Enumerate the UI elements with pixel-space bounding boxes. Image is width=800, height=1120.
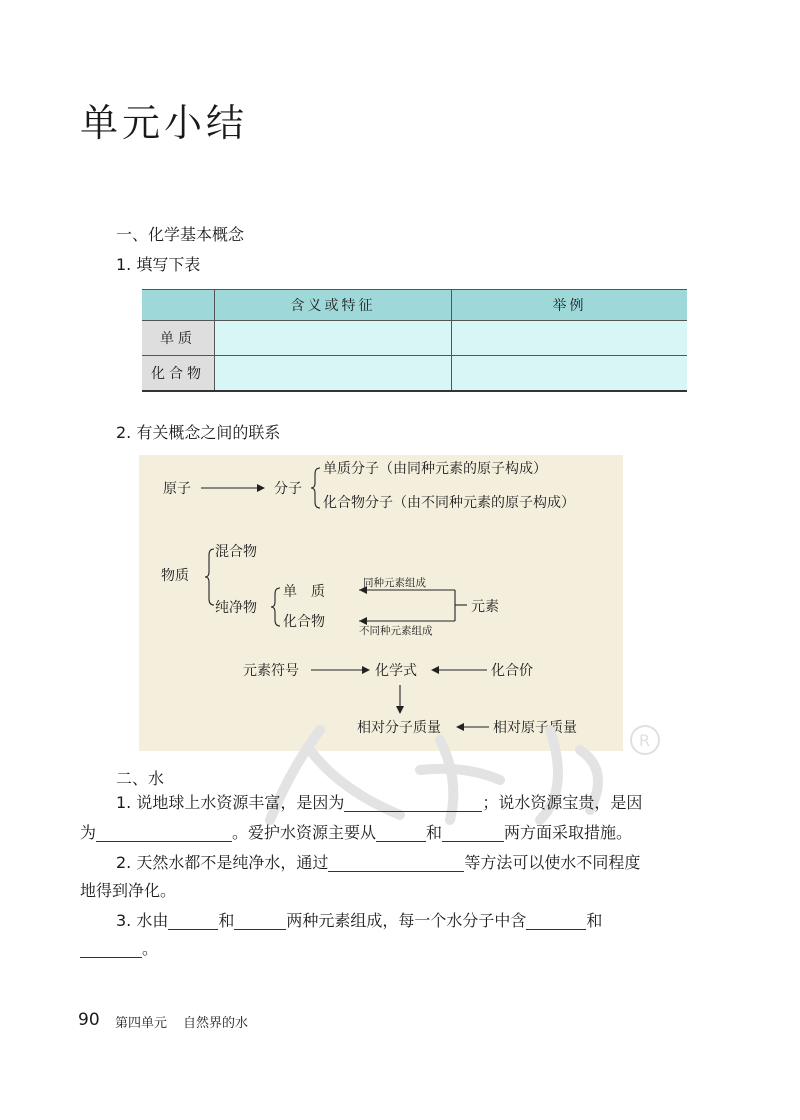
node-rel-molecular-mass: 相对分子质量 [357,720,441,736]
svg-text:R: R [639,731,651,750]
node-rel-atomic-mass: 相对原子质量 [493,720,577,736]
node-comp-molecule: 化合物分子（由不同种元素的原子构成） [323,495,575,511]
footer-unit: 第四单元 [115,1016,168,1031]
table-cell-blank[interactable] [215,356,452,392]
node-pure: 纯净物 [215,600,257,616]
blank-field[interactable] [234,911,286,930]
page-title: 单元小结 [80,101,249,145]
table-header-meaning: 含义或特征 [215,290,452,321]
blank-field[interactable] [328,853,464,872]
brace-matter [205,549,214,605]
node-compound: 化合物 [283,614,325,630]
brace-molecule [311,468,320,508]
blank-field[interactable] [442,823,504,842]
label-same-element: 同种元素组成 [363,577,426,589]
node-element: 元素 [471,599,499,615]
node-symbol: 元素符号 [243,663,299,679]
table-cell-blank[interactable] [452,321,688,356]
node-molecule: 分子 [274,481,302,497]
q1-text-d: 。爱护水资源主要从 [232,823,377,842]
table-cell-blank[interactable] [215,321,452,356]
blank-field[interactable] [526,911,586,930]
node-mixture: 混合物 [215,544,257,560]
q1-text-c: 为 [80,823,97,842]
label-diff-element: 不同种元素组成 [359,625,433,637]
q1-text-a: 1. 说地球上水资源丰富，是因为 [116,793,345,812]
table-cell-blank[interactable] [452,356,688,392]
q1-text-e: 和 [426,823,443,842]
blank-field[interactable] [376,823,426,842]
q3-text-a: 3. 水由 [116,911,169,930]
table-row [142,356,687,392]
concept-diagram [139,455,623,751]
footer-unit-title: 自然界的水 [183,1016,249,1031]
question-2-line-1 [116,848,640,878]
node-atom: 原子 [163,481,191,497]
question-3-line-2 [80,934,158,964]
node-elem-molecule: 单质分子（由同种元素的原子构成） [323,461,547,477]
table-header-example: 举例 [452,290,688,321]
blank-field[interactable] [96,823,232,842]
question-2-line-2: 地得到净化。 [80,881,177,900]
question-1-line-1 [116,788,642,818]
table-row [142,321,687,356]
node-valence: 化合价 [491,663,533,679]
question-1-line-2 [80,818,632,848]
table-row-label: 化合物 [142,356,215,392]
q3-text-b: 和 [218,911,235,930]
concept-table [142,289,687,392]
question-3-line-1 [116,906,602,936]
section-heading-concepts: 一、化学基本概念 [116,225,245,244]
node-matter: 物质 [161,568,189,584]
q2-text-b: 等方法可以使水不同程度 [464,853,641,872]
q3-text-d: 和 [586,911,603,930]
q1-text-f: 两方面采取措施。 [504,823,633,842]
page-number: 90 [78,1010,100,1030]
item-concept-relations: 2. 有关概念之间的联系 [116,423,281,442]
section-heading-water: 二、水 [116,769,165,788]
table-header-row [142,290,687,321]
q3-text-e: 。 [142,939,159,958]
table-row-label: 单质 [142,321,215,356]
blank-field[interactable] [168,911,218,930]
node-formula: 化学式 [375,663,417,679]
blank-field[interactable] [344,793,482,812]
item-fill-table: 1. 填写下表 [116,255,201,274]
table-header-corner [142,290,215,321]
blank-field[interactable] [80,939,142,958]
brace-pure [271,588,280,626]
node-element-substance: 单 质 [283,584,325,600]
q1-text-b: ；说水资源宝贵，是因 [482,793,643,812]
q2-text-a: 2. 天然水都不是纯净水，通过 [116,853,329,872]
q3-text-c: 两种元素组成，每一个水分子中含 [286,911,527,930]
